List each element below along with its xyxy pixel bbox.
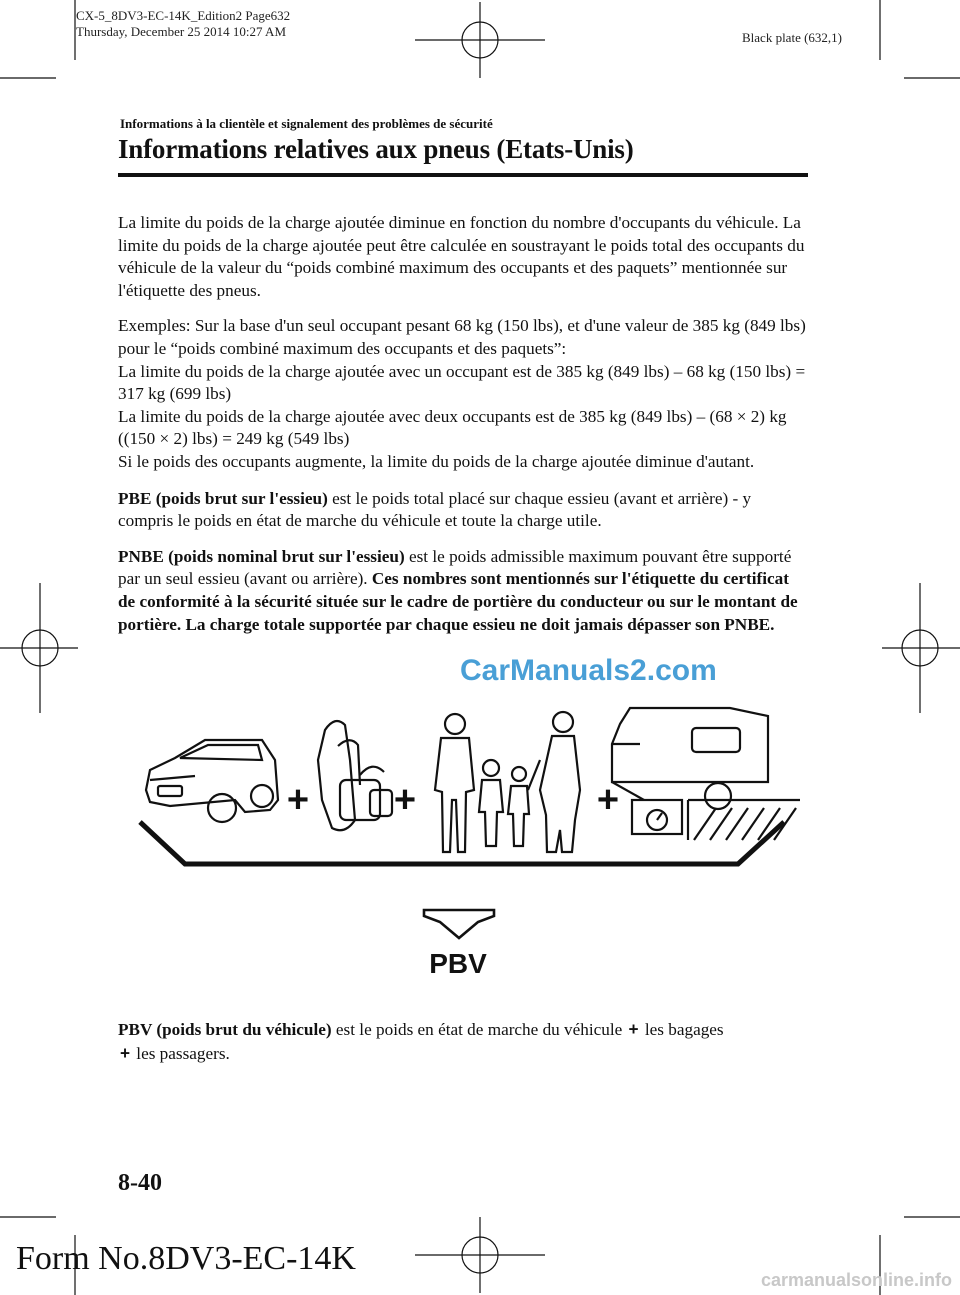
pbv-text-1: est le poids en état de marche du véhicule (331, 1020, 627, 1039)
examples-line-1: Exemples: Sur la base d'un seul occupant pesant 68 kg (150 lbs), et d'une valeur de 385 kg (849 lbs) pour le “poids combiné maximum des occupants et des paquets”: (118, 316, 806, 358)
trailer-icon (612, 708, 800, 840)
passengers-icon (435, 712, 580, 852)
pbe-text: est le poids total placé sur chaque essieu (avant et arrière) - y compris le poids en état de marche du véhicule et toute la charge utile. (118, 488, 752, 531)
pnbe-term: PNBE (poids nominal brut sur l'essieu) (118, 546, 405, 566)
down-arrow-icon (424, 910, 494, 938)
plus-icon: + (628, 1019, 639, 1039)
pbv-text-2: les bagages (640, 1020, 724, 1039)
plus-sign: + (596, 779, 620, 821)
pbv-term: PBV (poids brut du véhicule) (118, 1020, 332, 1039)
pbv-label: PBV (429, 948, 487, 979)
pbe-term: PBE (poids brut sur l'essieu) (118, 488, 328, 508)
paragraph-load-limit: La limite du poids de la charge ajoutée diminue en fonction du nombre d'occupants du véhicule. La limite du poids de la charge ajoutée peut être calculée en soustrayant le poids total des occupants du véhicule de la valeur du “poids combiné maximum des occupants et des paquets” mentionnée sur l'étiquette des pneus. (118, 213, 805, 300)
plus-sign: + (286, 779, 310, 821)
examples-line-4: Si le poids des occupants augmente, la limite du poids de la charge ajoutée diminue d'autant. (118, 451, 755, 471)
plate-label: Black plate (632,1) (742, 30, 842, 45)
page-title: Informations relatives aux pneus (Etats-Unis) (118, 134, 634, 164)
pnbe-warning: Ces nombres sont mentionnés sur l'étiquette du certificat de conformité à la sécurité située sur le cadre de portière du conducteur ou sur le montant de portière. La charge totale supportée par chaque essieu ne doit jamais dépasser son PNBE. (118, 569, 798, 634)
examples-line-3: La limite du poids de la charge ajoutée avec deux occupants est de 385 kg (849 lbs) – (68 × 2) kg ((150 × 2) lbs) = 249 kg (549 lbs) (118, 406, 787, 449)
car-icon (146, 740, 278, 822)
paragraph-pbv (118, 1018, 808, 1065)
examples-line-2: La limite du poids de la charge ajoutée avec un occupant est de 385 kg (849 lbs) – 68 kg (150 lbs) = 317 kg (699 lbs) (118, 361, 806, 404)
print-header-date: Thursday, December 25 2014 10:27 AM (76, 24, 287, 39)
site-watermark: carmanualsonline.info (760, 1270, 952, 1290)
watermark: CarManuals2.com (460, 654, 717, 687)
page-number: 8-40 (118, 1170, 162, 1196)
plus-icon: + (119, 1042, 131, 1063)
luggage-icon (318, 721, 392, 830)
pbv-text-3: les passagers. (132, 1043, 230, 1063)
pnbe-text: est le poids admissible maximum pouvant être supporté par un seul essieu (avant ou arrière). (118, 546, 792, 589)
plus-sign: + (393, 779, 417, 821)
body-text-pbv (118, 1018, 808, 1078)
print-header-file: CX-5_8DV3-EC-14K_Edition2 Page632 (76, 8, 291, 23)
form-number: Form No.8DV3-EC-14K (16, 1240, 356, 1277)
section-heading: Informations à la clientèle et signalement des problèmes de sécurité (120, 116, 493, 131)
